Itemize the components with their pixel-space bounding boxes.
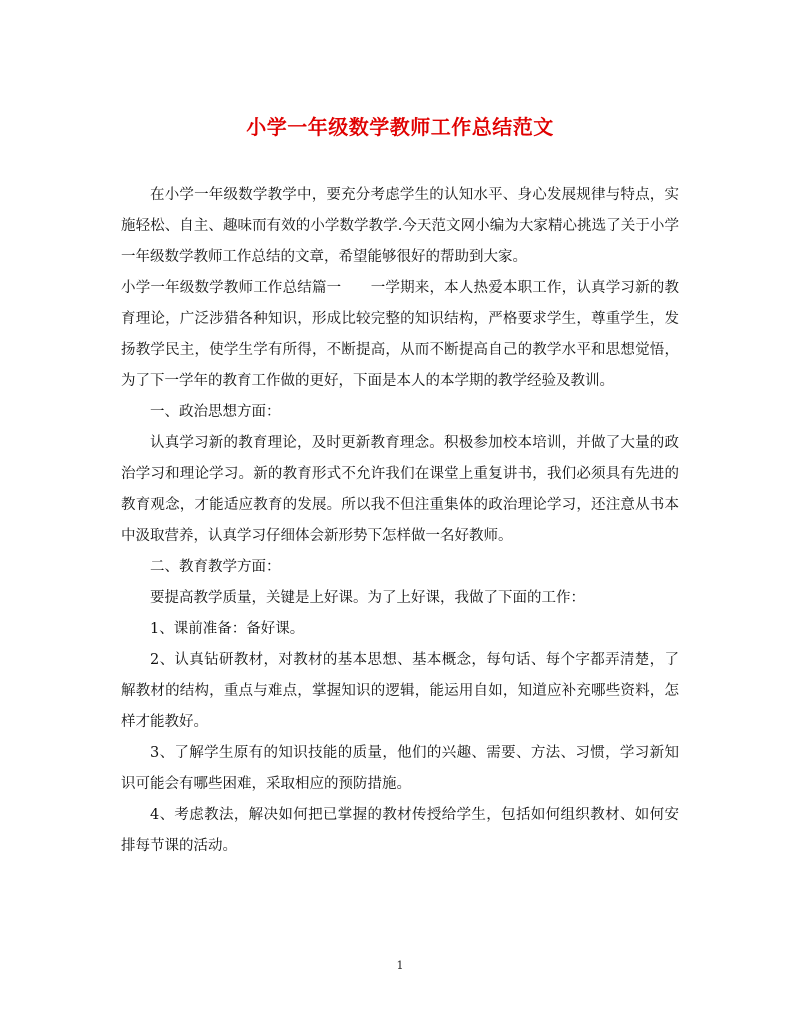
heading-teaching: 二、教育教学方面：: [150, 559, 281, 575]
page-number: 1: [396, 959, 404, 972]
paragraph-political-thought: 认真学习新的教育理论，及时更新教育理念。积极参加校本培训，并做了大量的政治学习和理论学习。新的教育形式不允许我们在课堂上重复讲书，我们必须具有先进的教育观念，才能适应教育的发展。所以我不但注重集体的政治理论学习，还注意从书本中汲取营养，认真学习仔细体会新形势下怎样做一名好教师。: [121, 435, 679, 544]
list-item-2: 2、认真钻研教材，对教材的基本思想、基本概念，每句话、每个字都弄清楚，了解教材的结构，重点与难点，掌握知识的逻辑，能运用自如，知道应补充哪些资料，怎样才能教好。: [121, 652, 679, 730]
paragraph-section-one: 小学一年级数学教师工作总结篇一 一学期来，本人热爱本职工作，认真学习新的教育理论，广泛涉猎各种知识，形成比较完整的知识结构，严格要求学生，尊重学生，发扬教学民主，使学生学有所得，不断提高，从而不断提高自己的教学水平和思想觉悟，为了下一学年的教育工作做的更好，下面是本人的本学期的教学经验及教训。: [121, 280, 679, 389]
heading-political-thought: 一、政治思想方面：: [150, 404, 281, 420]
document-body: [121, 180, 679, 862]
paragraph-intro: 在小学一年级数学教学中，要充分考虑学生的认知水平、身心发展规律与特点，实施轻松、自主、趣味而有效的小学数学教学.今天范文网小编为大家精心挑选了关于小学一年级数学教师工作总结的文章，希望能够很好的帮助到大家。: [121, 187, 679, 265]
list-item-4: 4、考虑教法，解决如何把已掌握的教材传授给学生，包括如何组织教材、如何安排每节课的活动。: [121, 807, 679, 854]
paragraph-teaching-intro: 要提高教学质量，关键是上好课。为了上好课，我做了下面的工作：: [150, 590, 585, 606]
list-item-1: 1、课前准备：备好课。: [150, 621, 305, 637]
list-item-3: 3、了解学生原有的知识技能的质量，他们的兴趣、需要、方法、习惯，学习新知识可能会有哪些困难，采取相应的预防措施。: [121, 745, 679, 792]
document-title: 小学一年级数学教师工作总结范文: [246, 115, 554, 139]
